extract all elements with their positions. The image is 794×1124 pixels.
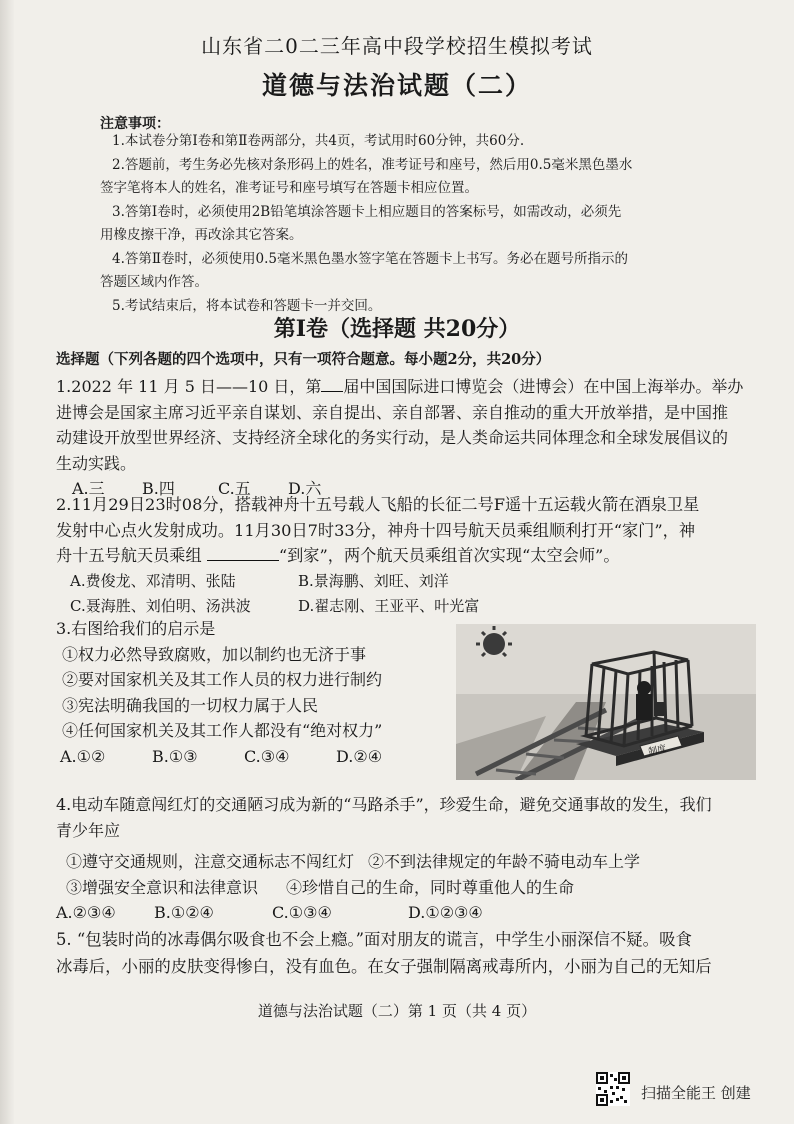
q1-option-d: D.六 xyxy=(288,479,322,498)
notice-heading: 注意事项： xyxy=(100,116,170,132)
q4-option-a: A.②③④ xyxy=(56,903,116,922)
q4-statement-4: ④珍惜自己的生命，同时尊重他人的生命 xyxy=(286,877,575,897)
cartoon-label: 制度 xyxy=(647,744,668,758)
question-1 xyxy=(56,374,744,502)
q3-statement: ②要对国家机关及其工作人员的权力进行制约 xyxy=(62,670,383,689)
notice-item: 2.答题前，考生务必先核对条形码上的姓名，准考证号和座号，然后用0.5毫米黑色墨水 xyxy=(112,156,633,173)
q2-option-b: B.景海鹏、刘旺、刘洋 xyxy=(298,571,449,590)
q5-line: 5. “包装时尚的冰毒偶尔吸食也不会上瘾。”面对朋友的谎言，中学生小丽深信不疑。吸食 xyxy=(56,930,692,949)
q4-line: 青少年应 xyxy=(56,820,121,840)
q2-option-d: D.翟志刚、王亚平、叶光富 xyxy=(298,597,480,615)
cage-cartoon-image xyxy=(456,624,756,780)
q3-statement: ③宪法明确我国的一切权力属于人民 xyxy=(62,695,319,715)
qr-code-icon xyxy=(596,1072,630,1106)
q3-statement: ①权力必然导致腐败，加以制约也无济于事 xyxy=(62,644,367,664)
q2-text-b: “到家”，两个航天员乘组首次实现“太空会师”。 xyxy=(278,546,620,565)
question-5 xyxy=(56,926,738,980)
q1-text-b: 届中国国际进口博览会（进博会）在中国上海举办。举办 xyxy=(343,377,744,396)
scan-edge xyxy=(0,0,14,1124)
q4-statement-3: ③增强安全意识和法律意识 xyxy=(66,877,259,897)
q4-option-b: B.①②④ xyxy=(154,903,214,922)
q2-option-a: A.费俊龙、邓清明、张陆 xyxy=(70,571,236,590)
notice-item: 用橡皮擦干净，再改涂其它答案。 xyxy=(100,227,303,243)
q3-stem: 3.右图给我们的启示是 xyxy=(56,619,216,638)
q1-line: 动建设开放型世界经济、支持经济全球化的务实行动，是人类命运共同体理念和全球发展倡议的 xyxy=(56,428,729,447)
notice-item: 3.答第Ⅰ卷时，必须使用2B铅笔填涂答题卡上相应题目的答案标号，如需改动，必须先 xyxy=(112,203,622,220)
q1-line: 进博会是国家主席习近平亲自谋划、亲自提出、亲自部署、亲自推动的重大开放举措，是中国推 xyxy=(56,402,729,422)
q4-option-c: C.①③④ xyxy=(272,903,332,922)
q1-line: 生动实践。 xyxy=(56,453,137,473)
q3-option-c: C.③④ xyxy=(244,746,290,766)
exam-title: 山东省二0二三年高中段学校招生模拟考试 xyxy=(201,34,593,58)
notice-item: 签字笔将本人的姓名，准考证号和座号填写在答题卡相应位置。 xyxy=(100,180,478,196)
scanner-watermark: 扫描全能王 创建 xyxy=(641,1084,751,1102)
notice-item: 4.答第Ⅱ卷时，必须使用0.5毫米黑色墨水签字笔在答题卡上书写。务必在题号所指示的 xyxy=(112,250,629,267)
q3-statement: ④任何国家机关及其工作人都没有“绝对权力” xyxy=(62,721,383,740)
q1-option-b: B.四 xyxy=(142,479,175,498)
q1-blank xyxy=(321,391,343,392)
question-2 xyxy=(56,492,738,620)
q5-line: 冰毒后，小丽的皮肤变得惨白，没有血色。在女子强制隔离戒毒所内，小丽为自己的无知后 xyxy=(56,957,712,976)
q1-text-a: 1.2022 年 11 月 5 日——10 日，第 xyxy=(56,377,322,396)
q3-option-a: A.①② xyxy=(60,746,106,766)
q2-option-c: C.聂海胜、刘伯明、汤洪波 xyxy=(70,597,251,615)
question-4 xyxy=(56,792,738,926)
q2-text-a: 舟十五号航天员乘组 xyxy=(56,546,202,565)
q2-line: 2.11月29日23时08分，搭载神舟十五号载人飞船的长征二号F遥十五运载火箭在酒泉卫星 xyxy=(56,495,700,514)
question-3 xyxy=(56,616,456,769)
q3-option-b: B.①③ xyxy=(152,746,198,766)
q2-line: 发射中心点火发射成功。11月30日7时33分，神舟十四号航天员乘组顺利打开“家门”，神 xyxy=(56,520,696,540)
notice-list xyxy=(100,130,710,318)
q4-statement-2: ②不到法律规定的年龄不骑电动车上学 xyxy=(368,852,641,871)
q3-option-d: D.②④ xyxy=(336,746,383,766)
q4-line: 4.电动车随意闯红灯的交通陋习成为新的“马路杀手”，珍爱生命，避免交通事故的发生，我们 xyxy=(56,795,712,814)
q1-option-a: A.三 xyxy=(72,479,105,498)
section-title: 第Ⅰ卷（选择题 共20分） xyxy=(273,316,521,342)
subject-title: 道德与法治试题（二） xyxy=(261,71,532,100)
q4-statement-1: ①遵守交通规则，注意交通标志不闯红灯 xyxy=(66,852,355,871)
section-instruction: 选择题（下列各题的四个选项中，只有一项符合题意。每小题2分，共20分） xyxy=(56,351,551,368)
q4-option-d: D.①②③④ xyxy=(408,903,483,922)
q1-option-c: C.五 xyxy=(218,479,251,498)
notice-item: 答题区域内作答。 xyxy=(100,274,208,290)
notice-item: 1.本试卷分第Ⅰ卷和第Ⅱ卷两部分，共4页，考试用时60分钟，共60分. xyxy=(112,133,525,149)
notice-item: 5.考试结束后，将本试卷和答题卡一并交回。 xyxy=(112,297,382,314)
q2-blank xyxy=(207,560,279,561)
page-footer: 道德与法治试题（二）第 1 页（共 4 页） xyxy=(257,1002,537,1020)
